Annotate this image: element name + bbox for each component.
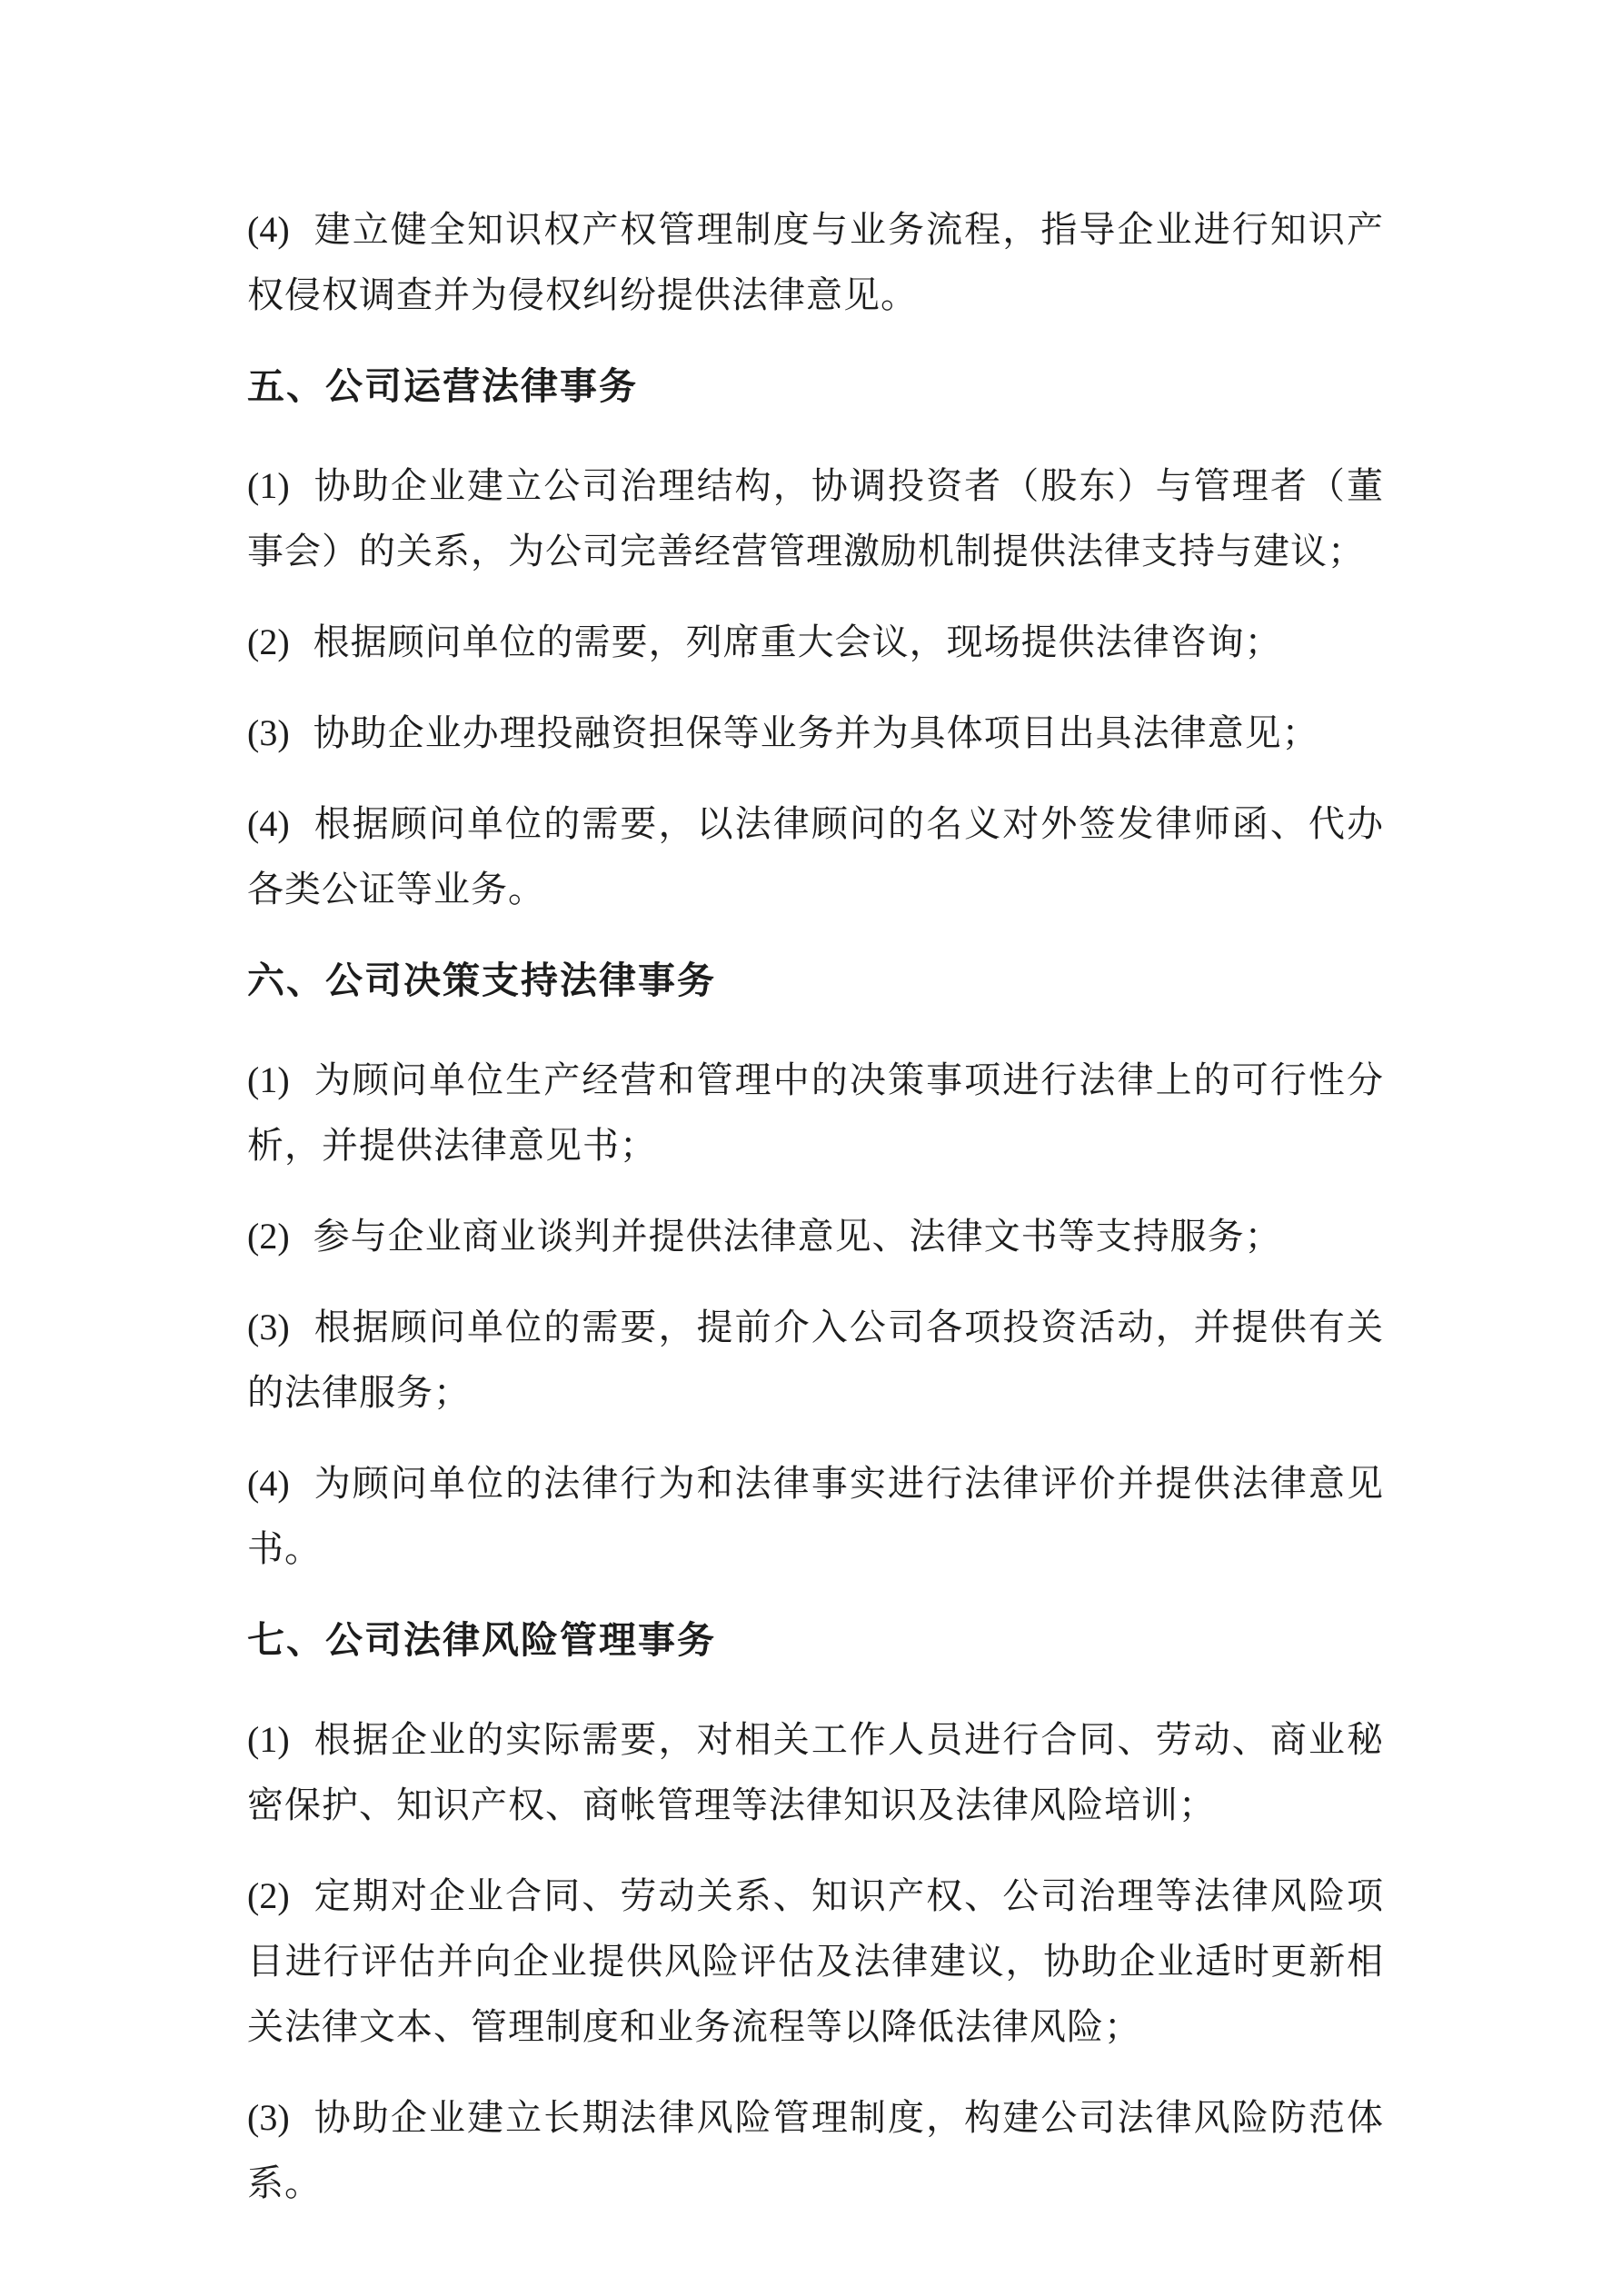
list-item-text: 根据顾问单位的需要，列席重大会议，现场提供法律咨询； (313, 621, 1282, 662)
list-item-text: 为顾问单位生产经营和管理中的决策事项进行法律上的可行性分析，并提供法律意见书； (247, 1059, 1384, 1166)
list-item (247, 1204, 1384, 1269)
list-item (247, 1295, 1384, 1426)
list-item (247, 2085, 1384, 2216)
list-item-text: 协助企业建立长期法律风险管理制度，构建公司法律风险防范体系。 (247, 2097, 1384, 2203)
list-item-number: (4) (247, 803, 290, 844)
list-item-text: 参与企业商业谈判并提供法律意见、法律文书等支持服务； (313, 1216, 1282, 1257)
list-item (247, 1451, 1384, 1582)
list-item-text: 为顾问单位的法律行为和法律事实进行法律评价并提供法律意见书。 (247, 1463, 1384, 1569)
list-item (247, 197, 1384, 328)
list-item-number: (2) (247, 1875, 290, 1916)
list-item-text: 建立健全知识权产权管理制度与业务流程，指导企业进行知识产权侵权调查并为侵权纠纷提供法律意见。 (247, 209, 1384, 315)
list-item (247, 453, 1384, 584)
section-heading-6: 六、公司决策支持法律事务 (247, 959, 716, 1001)
list-item-text: 定期对企业合同、劳动关系、知识产权、公司治理等法律风险项目进行评估并向企业提供风险评估及法律建议，协助企业适时更新相关法律文本、管理制度和业务流程等以降低法律风险； (247, 1875, 1384, 2047)
list-item-text: 根据顾问单位的需要，以法律顾问的名义对外签发律师函、代办各类公证等业务。 (247, 803, 1384, 909)
list-item-text: 根据顾问单位的需要，提前介入公司各项投资活动，并提供有关的法律服务； (247, 1307, 1384, 1413)
list-item-text: 根据企业的实际需要，对相关工作人员进行合同、劳动、商业秘密保护、知识产权、商帐管理等法律知识及法律风险培训； (247, 1719, 1384, 1825)
list-item-number: (3) (247, 2097, 290, 2138)
list-item (247, 1048, 1384, 1178)
list-item-number: (1) (247, 465, 290, 506)
list-item-number: (1) (247, 1719, 290, 1760)
list-item (247, 701, 1384, 766)
list-item (247, 1864, 1384, 2060)
list-item (247, 610, 1384, 675)
list-item-number: (3) (247, 1307, 290, 1347)
section-heading-7: 七、公司法律风险管理事务 (247, 1619, 716, 1661)
list-item-number: (1) (247, 1059, 290, 1100)
list-item (247, 791, 1384, 922)
list-item-number: (2) (247, 621, 290, 662)
section-heading-5: 五、公司运营法律事务 (247, 365, 638, 407)
list-item-text: 协助企业办理投融资担保等业务并为具体项目出具法律意见； (313, 712, 1319, 753)
list-item (247, 1707, 1384, 1838)
list-item-number: (2) (247, 1216, 290, 1257)
list-item-number: (4) (247, 209, 290, 250)
list-item-number: (3) (247, 712, 290, 753)
list-item-number: (4) (247, 1463, 290, 1504)
list-item-text: 协助企业建立公司治理结构，协调投资者（股东）与管理者（董事会）的关系，为公司完善经营管理激励机制提供法律支持与建议； (247, 465, 1384, 572)
